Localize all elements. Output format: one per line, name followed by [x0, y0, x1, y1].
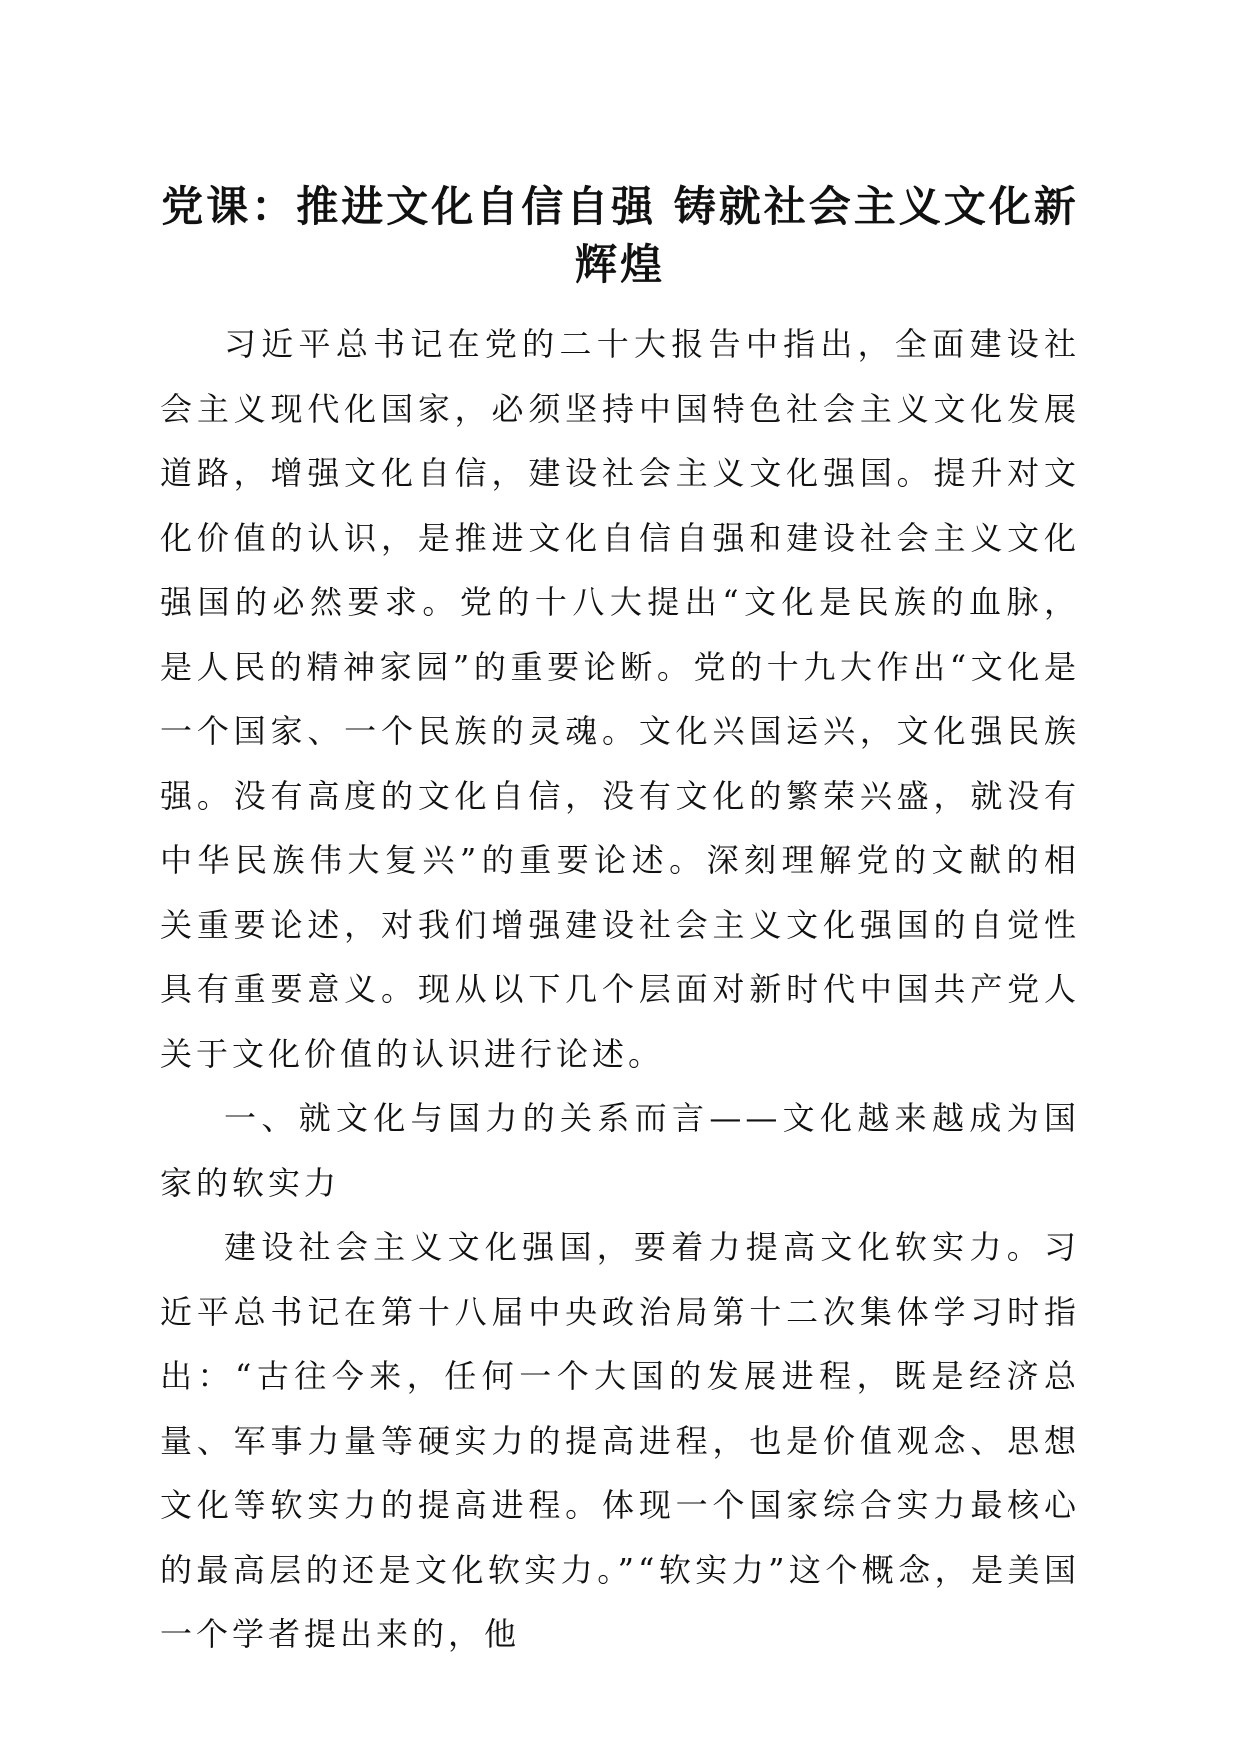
paragraph-intro: 习近平总书记在党的二十大报告中指出，全面建设社会主义现代化国家，必须坚持中国特色社会主义文化发展道路，增强文化自信，建设社会主义文化强国。提升对文化价值的认识，是推进文化自信自强和建设社会主义文化强国的必然要求。党的十八大提出“文化是民族的血脉，是人民的精神家园”的重要论断。党的十九大作出“文化是一个国家、一个民族的灵魂。文化兴国运兴，文化强民族强。没有高度的文化自信，没有文化的繁荣兴盛，就没有中华民族伟大复兴”的重要论述。深刻理解党的文献的相关重要论述，对我们增强建设社会主义文化强国的自觉性具有重要意义。现从以下几个层面对新时代中国共产党人关于文化价值的认识进行论述。: [160, 325, 1080, 1073]
document-title: 党课：推进文化自信自强 铸就社会主义文化新辉煌: [161, 182, 1079, 289]
document-body: [160, 312, 1080, 1667]
paragraph-section-1: 建设社会主义文化强国，要着力提高文化软实力。习近平总书记在第十八届中央政治局第十二次集体学习时指出：“古往今来，任何一个大国的发展进程，既是经济总量、军事力量等硬实力的提高进程，也是价值观念、思想文化等软实力的提高进程。体现一个国家综合实力最核心的最高层的还是文化软实力。”“软实力”这个概念，是美国一个学者提出来的，他: [160, 1228, 1080, 1653]
section-heading-1: 一、就文化与国力的关系而言——文化越来越成为国家的软实力: [160, 1099, 1080, 1202]
